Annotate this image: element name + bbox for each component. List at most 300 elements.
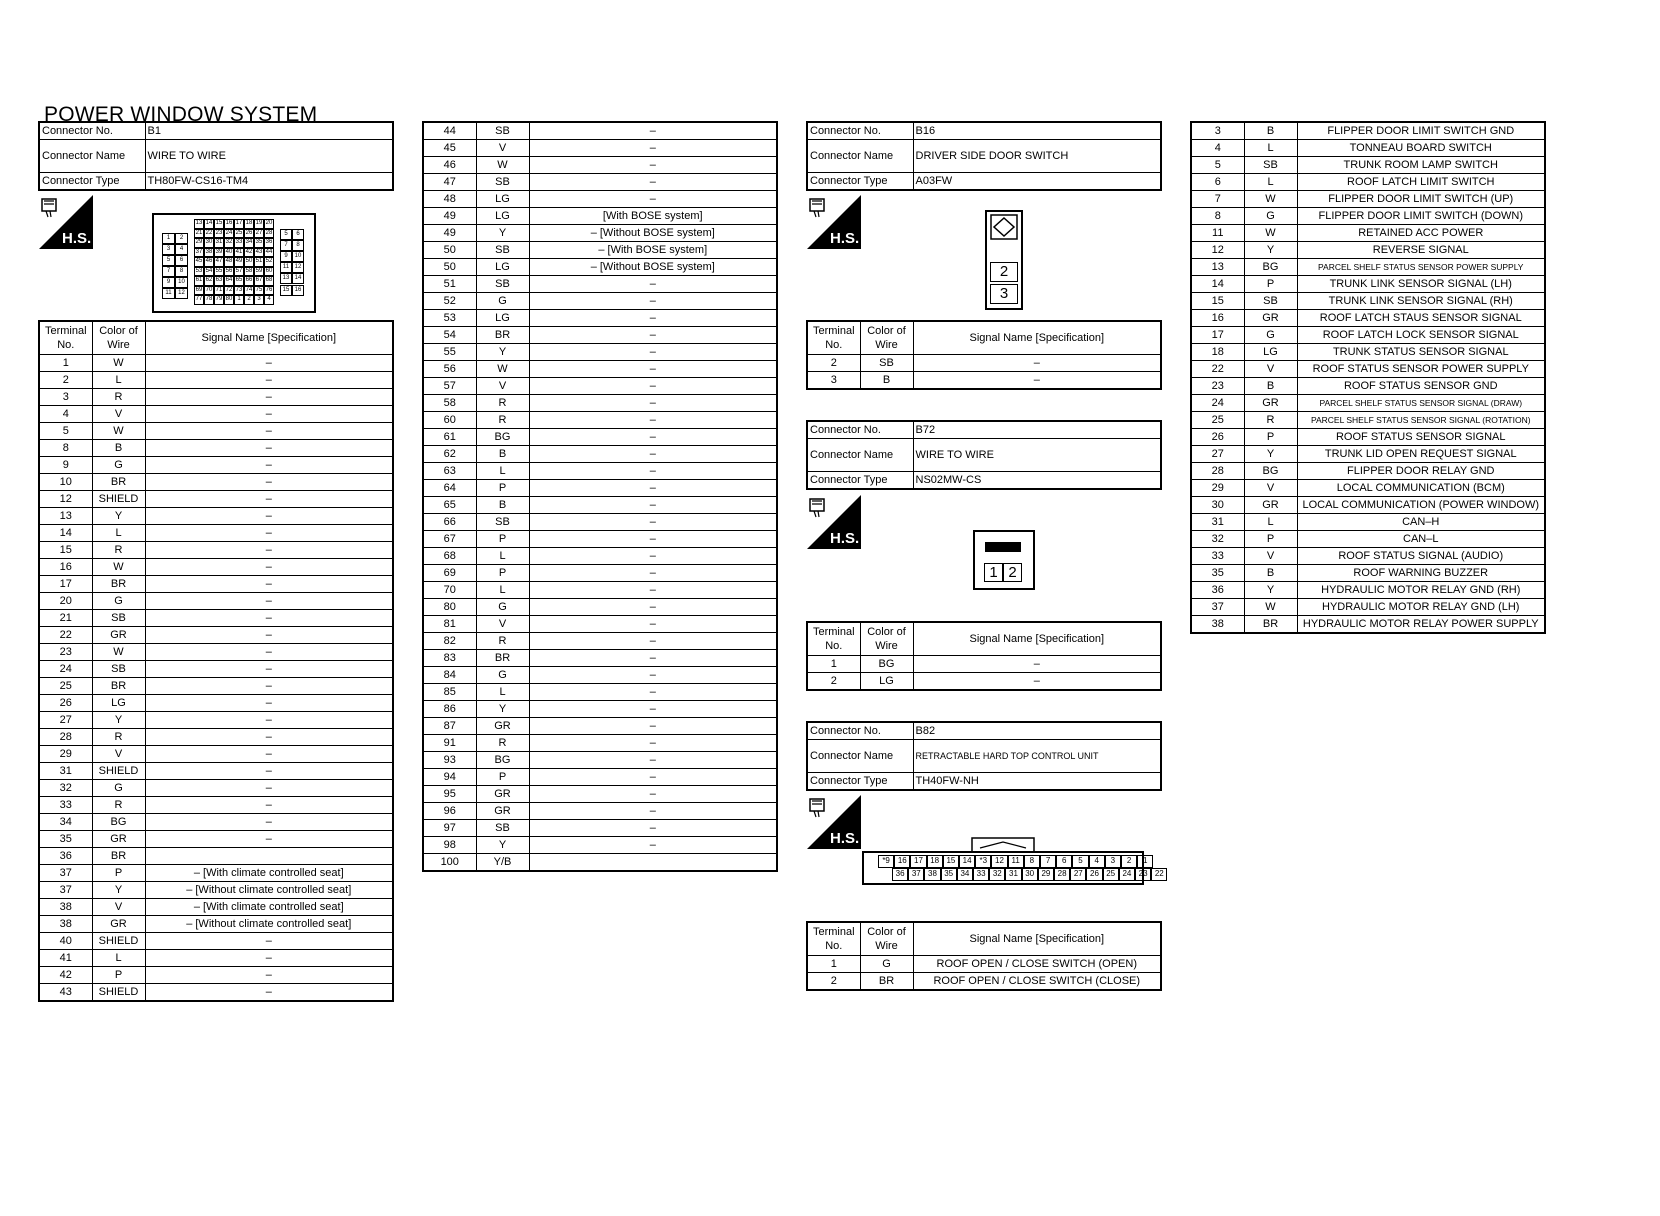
pin: 33 [234, 238, 244, 248]
table-row [39, 695, 393, 712]
signal-cell: ROOF STATUS SENSOR POWER SUPPLY [1297, 361, 1545, 378]
color-cell: W [92, 423, 145, 440]
terminal-cell: 68 [423, 548, 476, 565]
signal-cell: – [145, 627, 393, 644]
color-cell: R [92, 729, 145, 746]
terminal-cell: 35 [1191, 565, 1244, 582]
table-row [39, 423, 393, 440]
color-cell: SB [1244, 293, 1297, 310]
terminal-cell: 1 [807, 956, 860, 973]
table-row [39, 372, 393, 389]
table-row [39, 644, 393, 661]
terminal-no-header: Terminal No. [807, 622, 860, 656]
signal-cell: – [145, 661, 393, 678]
table-row [423, 854, 777, 872]
pin: 4 [1089, 855, 1105, 868]
signal-cell: – [145, 474, 393, 491]
signal-cell: – [145, 797, 393, 814]
color-cell: SB [476, 820, 529, 837]
terminal-cell: 26 [1191, 429, 1244, 446]
color-cell: GR [1244, 395, 1297, 412]
color-header: Color of Wire [92, 321, 145, 355]
table-row [39, 780, 393, 797]
signal-cell: FLIPPER DOOR LIMIT SWITCH (DOWN) [1297, 208, 1545, 225]
color-cell: SHIELD [92, 984, 145, 1002]
color-cell: SHIELD [92, 933, 145, 950]
pin: 28 [264, 229, 274, 239]
color-cell: V [92, 899, 145, 916]
signal-cell: PARCEL SHELF STATUS SENSOR SIGNAL (ROTATION) [1297, 412, 1545, 429]
connector-no-label: Connector No. [807, 722, 913, 740]
table-row [807, 656, 1161, 673]
terminal-cell: 43 [39, 984, 92, 1002]
table-row [423, 616, 777, 633]
signal-cell: – [529, 463, 777, 480]
pin: 2 [244, 295, 254, 305]
color-cell: GR [476, 718, 529, 735]
pin: 53 [194, 267, 204, 277]
signal-cell: – [529, 174, 777, 191]
pin: 42 [244, 248, 254, 258]
color-cell: BR [476, 327, 529, 344]
color-cell: SB [92, 661, 145, 678]
terminal-cell: 29 [1191, 480, 1244, 497]
table-row [39, 848, 393, 865]
signal-cell: ROOF LATCH STAUS SENSOR SIGNAL [1297, 310, 1545, 327]
b82-connector-face [862, 836, 1164, 886]
table-row [1191, 242, 1545, 259]
terminal-cell: 51 [423, 276, 476, 293]
pin: 16 [292, 285, 304, 296]
pin: 25 [234, 229, 244, 239]
signal-cell: – [529, 514, 777, 531]
connector-no: B1 [145, 122, 393, 140]
terminal-cell: 28 [39, 729, 92, 746]
signal-cell: – [With BOSE system] [529, 242, 777, 259]
signal-cell: – [145, 355, 393, 372]
table-row [423, 769, 777, 786]
signal-cell: – [145, 933, 393, 950]
color-cell: GR [92, 916, 145, 933]
connector-type: A03FW [913, 173, 1161, 191]
signal-cell: TRUNK ROOM LAMP SWITCH [1297, 157, 1545, 174]
table-row [423, 599, 777, 616]
terminal-cell: 5 [39, 423, 92, 440]
terminal-cell: 10 [39, 474, 92, 491]
pin: 38 [924, 868, 940, 881]
table-row [39, 933, 393, 950]
pin: 15 [280, 285, 292, 296]
color-cell: G [1244, 208, 1297, 225]
color-cell: SB [860, 355, 913, 372]
hs-label: H.S. [62, 230, 92, 247]
signal-cell: – [145, 814, 393, 831]
terminal-cell: 61 [423, 429, 476, 446]
color-cell: SB [476, 242, 529, 259]
table-row [39, 355, 393, 372]
table-row [1191, 531, 1545, 548]
table-row [423, 412, 777, 429]
table-row [423, 667, 777, 684]
signal-cell: ROOF LATCH LIMIT SWITCH [1297, 174, 1545, 191]
signal-cell: – [529, 735, 777, 752]
table-row [39, 457, 393, 474]
color-cell: BR [92, 474, 145, 491]
terminal-cell: 22 [39, 627, 92, 644]
terminal-cell: 6 [1191, 174, 1244, 191]
signal-cell: – [529, 633, 777, 650]
signal-cell: – [145, 678, 393, 695]
terminal-cell: 62 [423, 446, 476, 463]
table-row [423, 174, 777, 191]
signal-cell: – [145, 729, 393, 746]
signal-cell: – [529, 140, 777, 157]
terminal-cell: 70 [423, 582, 476, 599]
terminal-cell: 30 [1191, 497, 1244, 514]
pin: 3 [162, 244, 175, 255]
signal-cell: LOCAL COMMUNICATION (BCM) [1297, 480, 1545, 497]
pin: 40 [224, 248, 234, 258]
terminal-cell: 31 [1191, 514, 1244, 531]
color-cell: V [1244, 548, 1297, 565]
terminal-cell: 15 [39, 542, 92, 559]
color-cell: R [476, 395, 529, 412]
terminal-cell: 81 [423, 616, 476, 633]
color-cell: B [860, 372, 913, 390]
pin: 5 [162, 255, 175, 266]
color-cell: BG [476, 429, 529, 446]
table-row [423, 446, 777, 463]
color-cell: G [92, 457, 145, 474]
pin: 35 [254, 238, 264, 248]
table-row [1191, 497, 1545, 514]
pin: 1 [162, 233, 175, 244]
signal-cell: – [With climate controlled seat] [145, 865, 393, 882]
signal-cell: – [529, 565, 777, 582]
color-cell: G [92, 780, 145, 797]
terminal-cell: 40 [39, 933, 92, 950]
terminal-cell: 26 [39, 695, 92, 712]
hs-icon [807, 795, 861, 849]
pin: 18 [927, 855, 943, 868]
color-cell: LG [476, 208, 529, 225]
signal-cell: – [529, 327, 777, 344]
signal-cell: – [529, 667, 777, 684]
b82-terminal-table-continued [1190, 121, 1546, 634]
terminal-cell: 82 [423, 633, 476, 650]
pin: 7 [1040, 855, 1056, 868]
terminal-cell: 11 [1191, 225, 1244, 242]
table-row [1191, 208, 1545, 225]
b16-connector-face [985, 210, 1023, 310]
terminal-cell: 36 [39, 848, 92, 865]
terminal-cell: 3 [807, 372, 860, 390]
pin: 35 [941, 868, 957, 881]
color-cell: P [1244, 276, 1297, 293]
terminal-cell: 48 [423, 191, 476, 208]
table-row [1191, 480, 1545, 497]
color-cell: SB [476, 122, 529, 140]
color-cell: BR [92, 848, 145, 865]
color-cell: R [476, 735, 529, 752]
color-cell: GR [1244, 497, 1297, 514]
signal-cell: – [145, 542, 393, 559]
pin: 70 [204, 286, 214, 296]
color-cell: Y [476, 225, 529, 242]
terminal-cell: 4 [39, 406, 92, 423]
signal-cell: ROOF WARNING BUZZER [1297, 565, 1545, 582]
pin: 71 [214, 286, 224, 296]
pin: 37 [194, 248, 204, 258]
terminal-cell: 31 [39, 763, 92, 780]
terminal-cell: 37 [39, 882, 92, 899]
color-cell: BR [476, 650, 529, 667]
pin: 59 [254, 267, 264, 277]
signal-cell [145, 848, 393, 865]
signal-cell: – [145, 423, 393, 440]
pin: 75 [254, 286, 264, 296]
color-cell: LG [92, 695, 145, 712]
terminal-cell: 94 [423, 769, 476, 786]
pin: 9 [162, 277, 175, 288]
color-cell: Y [92, 508, 145, 525]
pin: 32 [989, 868, 1005, 881]
signal-cell: ROOF OPEN / CLOSE SWITCH (OPEN) [913, 956, 1161, 973]
color-cell: B [1244, 565, 1297, 582]
table-row [423, 361, 777, 378]
terminal-cell: 42 [39, 967, 92, 984]
table-row [39, 627, 393, 644]
pin: 36 [892, 868, 908, 881]
signal-cell: – [529, 803, 777, 820]
connector-name-label: Connector Name [807, 439, 913, 472]
color-cell: Y [92, 882, 145, 899]
table-row [39, 610, 393, 627]
terminal-cell: 12 [1191, 242, 1244, 259]
color-cell: P [1244, 429, 1297, 446]
terminal-cell: 56 [423, 361, 476, 378]
color-cell: G [860, 956, 913, 973]
pin: 10 [175, 277, 188, 288]
terminal-no-header: Terminal No. [807, 922, 860, 956]
signal-cell: – [145, 491, 393, 508]
pin: 1 [984, 563, 1003, 582]
terminal-cell: 41 [39, 950, 92, 967]
terminal-cell: 23 [1191, 378, 1244, 395]
terminal-cell: 60 [423, 412, 476, 429]
signal-cell: – [913, 673, 1161, 691]
table-row [39, 389, 393, 406]
signal-cell: – [529, 786, 777, 803]
table-row [423, 514, 777, 531]
pin: 5 [1072, 855, 1088, 868]
pin: 74 [244, 286, 254, 296]
pin: 12 [175, 288, 188, 299]
table-row [1191, 191, 1545, 208]
signal-cell: – [529, 276, 777, 293]
color-cell: L [476, 582, 529, 599]
table-row [423, 122, 777, 140]
signal-cell: HYDRAULIC MOTOR RELAY GND (LH) [1297, 599, 1545, 616]
signal-cell: – [529, 310, 777, 327]
b1-terminal-table [38, 320, 394, 1002]
pin: 24 [1119, 868, 1135, 881]
terminal-cell: 32 [39, 780, 92, 797]
signal-header: Signal Name [Specification] [913, 622, 1161, 656]
color-cell: W [1244, 191, 1297, 208]
pin: 3 [990, 284, 1018, 304]
pin: 2 [990, 262, 1018, 282]
color-cell: L [476, 548, 529, 565]
signal-cell: – [145, 644, 393, 661]
pin: *9 [878, 855, 894, 868]
table-row [807, 973, 1161, 991]
connector-name-label: Connector Name [807, 740, 913, 773]
signal-cell: – [Without climate controlled seat] [145, 882, 393, 899]
table-row [39, 491, 393, 508]
pin: 25 [1103, 868, 1119, 881]
signal-cell: ROOF LATCH LOCK SENSOR SIGNAL [1297, 327, 1545, 344]
signal-cell: – [145, 712, 393, 729]
pin: 6 [292, 229, 304, 240]
signal-cell: – [529, 769, 777, 786]
terminal-cell: 36 [1191, 582, 1244, 599]
signal-cell: CAN–H [1297, 514, 1545, 531]
terminal-cell: 58 [423, 395, 476, 412]
color-cell: W [92, 644, 145, 661]
pin: 15 [214, 219, 224, 229]
connector-type: NS02MW-CS [913, 472, 1161, 490]
color-cell: LG [476, 310, 529, 327]
pin: 30 [1022, 868, 1038, 881]
signal-cell: LOCAL COMMUNICATION (POWER WINDOW) [1297, 497, 1545, 514]
table-row [423, 276, 777, 293]
connector-name-label: Connector Name [39, 140, 145, 173]
signal-cell: TONNEAU BOARD SWITCH [1297, 140, 1545, 157]
color-cell: L [1244, 514, 1297, 531]
color-cell: SHIELD [92, 491, 145, 508]
terminal-cell: 34 [39, 814, 92, 831]
terminal-cell: 84 [423, 667, 476, 684]
signal-cell: – [529, 122, 777, 140]
color-cell: SHIELD [92, 763, 145, 780]
table-row [423, 803, 777, 820]
b16-terminal-table [806, 320, 1162, 390]
pin: 11 [162, 288, 175, 299]
terminal-cell: 18 [1191, 344, 1244, 361]
table-row [423, 531, 777, 548]
table-row [423, 497, 777, 514]
pin: 14 [204, 219, 214, 229]
color-cell: GR [1244, 310, 1297, 327]
signal-cell: – [529, 701, 777, 718]
pin: 26 [1086, 868, 1102, 881]
signal-cell: – [529, 293, 777, 310]
signal-cell: REVERSE SIGNAL [1297, 242, 1545, 259]
terminal-cell: 69 [423, 565, 476, 582]
table-row [1191, 310, 1545, 327]
connector-no-label: Connector No. [39, 122, 145, 140]
pin: 22 [1151, 868, 1167, 881]
color-cell: SB [476, 514, 529, 531]
color-cell: Y [476, 701, 529, 718]
color-cell: L [1244, 140, 1297, 157]
color-cell: B [476, 446, 529, 463]
table-row [1191, 616, 1545, 634]
hs-label: H.S. [830, 530, 860, 547]
signal-cell: – [145, 559, 393, 576]
table-row [423, 565, 777, 582]
color-cell: GR [476, 803, 529, 820]
color-cell: BG [476, 752, 529, 769]
terminal-cell: 20 [39, 593, 92, 610]
terminal-cell: 63 [423, 463, 476, 480]
signal-cell: – [145, 831, 393, 848]
table-row [1191, 225, 1545, 242]
color-cell: L [476, 463, 529, 480]
terminal-cell: 57 [423, 378, 476, 395]
signal-cell: – [Without climate controlled seat] [145, 916, 393, 933]
pin: *3 [975, 855, 991, 868]
table-row [1191, 599, 1545, 616]
table-row [39, 916, 393, 933]
color-cell: V [1244, 480, 1297, 497]
table-row [39, 967, 393, 984]
pin: 1 [234, 295, 244, 305]
pin: 49 [234, 257, 244, 267]
pin: 2 [1121, 855, 1137, 868]
signal-cell: – [529, 497, 777, 514]
table-row [1191, 259, 1545, 276]
signal-cell: – [145, 440, 393, 457]
color-cell: R [92, 542, 145, 559]
terminal-cell: 38 [39, 899, 92, 916]
pin: 56 [224, 267, 234, 277]
pin: 6 [1056, 855, 1072, 868]
color-cell: W [92, 355, 145, 372]
signal-cell: HYDRAULIC MOTOR RELAY GND (RH) [1297, 582, 1545, 599]
color-cell: L [476, 684, 529, 701]
pin: 21 [194, 229, 204, 239]
table-row [423, 480, 777, 497]
table-row [423, 157, 777, 174]
table-row [1191, 446, 1545, 463]
signal-cell: – [913, 355, 1161, 372]
connector-name: RETRACTABLE HARD TOP CONTROL UNIT [913, 740, 1161, 773]
table-row [423, 327, 777, 344]
color-cell: P [92, 967, 145, 984]
table-row [39, 797, 393, 814]
table-row [39, 508, 393, 525]
table-row [423, 786, 777, 803]
color-cell: LG [476, 259, 529, 276]
pin: 79 [214, 295, 224, 305]
pin: 22 [204, 229, 214, 239]
pin: 38 [204, 248, 214, 258]
terminal-cell: 45 [423, 140, 476, 157]
table-row [807, 956, 1161, 973]
color-cell: SB [476, 174, 529, 191]
table-row [423, 378, 777, 395]
pin: 29 [1038, 868, 1054, 881]
pin: 13 [194, 219, 204, 229]
table-row [1191, 174, 1545, 191]
terminal-cell: 12 [39, 491, 92, 508]
pin: 80 [224, 295, 234, 305]
terminal-cell: 50 [423, 259, 476, 276]
pin: 66 [244, 276, 254, 286]
table-row [423, 344, 777, 361]
